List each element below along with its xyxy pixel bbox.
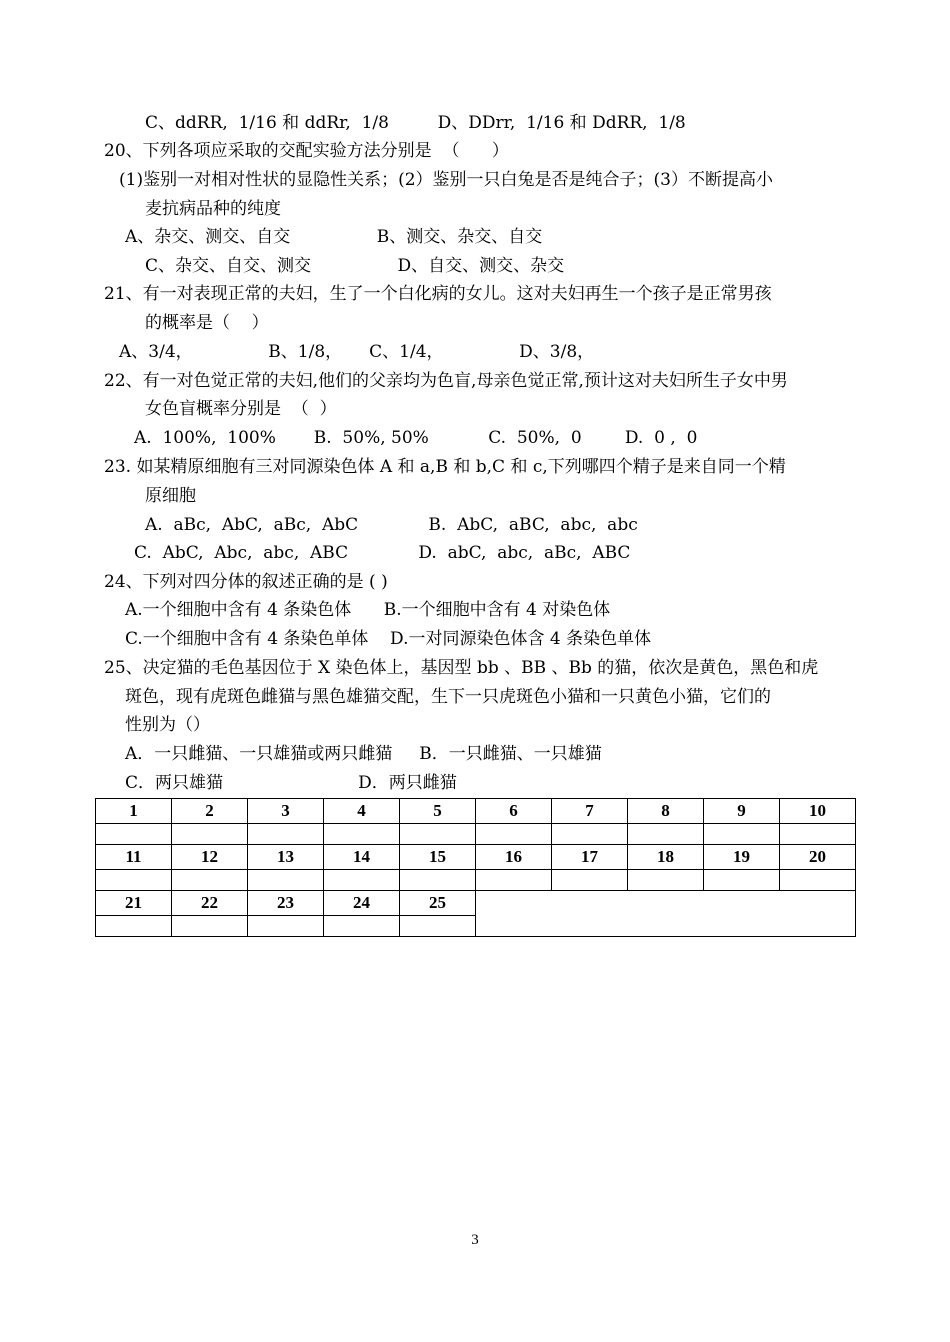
question-21-options: A、3/4， B、1/8， C、1/4， D、3/8， (119, 342, 595, 362)
page-number: 3 (471, 1232, 479, 1248)
line-q19-options-cd: C、ddRR, 1/16 和 ddRr, 1/8 D、DDrr, 1/16 和 DdRR, 1/8 (145, 113, 686, 133)
question-23: 23. 如某精原细胞有三对同源染色体 A 和 a,B 和 b,C 和 c,下列哪四个精子是来自同一个精 (104, 457, 786, 477)
answer-number: 19 (704, 845, 780, 870)
answer-cell[interactable] (628, 870, 704, 891)
answer-number: 14 (324, 845, 400, 870)
answer-cell[interactable] (96, 870, 172, 891)
answer-cell[interactable] (248, 870, 324, 891)
question-24-options-cd: C.一个细胞中含有 4 条染色单体 D.一对同源染色体含 4 条染色单体 (125, 629, 652, 649)
answer-number: 7 (552, 799, 628, 824)
answer-number: 17 (552, 845, 628, 870)
answer-cell[interactable] (96, 916, 172, 937)
answer-cell[interactable] (552, 870, 628, 891)
question-25-options-ab: A．一只雌猫、一只雄猫或两只雌猫 B．一只雌猫、一只雄猫 (125, 744, 602, 764)
answer-number: 13 (248, 845, 324, 870)
question-22-options: A. 100%, 100% B. 50%, 50% C. 50%, 0 D. 0 , 0 (134, 428, 698, 448)
answer-number: 15 (400, 845, 476, 870)
answer-number: 25 (400, 891, 476, 916)
question-23-options-cd: C. AbC, Abc, abc, ABC D. abC, abc, aBc, ABC (134, 543, 631, 563)
answer-cell[interactable] (704, 824, 780, 845)
answer-cell[interactable] (400, 916, 476, 937)
answer-number: 11 (96, 845, 172, 870)
question-20-options-cd: C、杂交、自交、测交 D、自交、测交、杂交 (145, 256, 565, 276)
answer-cell[interactable] (248, 916, 324, 937)
answer-cell[interactable] (172, 916, 248, 937)
answer-cell[interactable] (704, 870, 780, 891)
answer-cell[interactable] (476, 824, 552, 845)
answer-number: 5 (400, 799, 476, 824)
answer-cell[interactable] (324, 870, 400, 891)
question-23-cont: 原细胞 (145, 486, 196, 506)
question-23-options-ab: A. aBc, AbC, aBc, AbC B. AbC, aBC, abc, abc (145, 515, 638, 535)
answer-number: 9 (704, 799, 780, 824)
answer-cell[interactable] (96, 824, 172, 845)
answer-cell[interactable] (476, 870, 552, 891)
answer-number: 6 (476, 799, 552, 824)
question-24-options-ab: A.一个细胞中含有 4 条染色体 B.一个细胞中含有 4 对染色体 (125, 600, 611, 620)
answer-header-row (96, 845, 856, 870)
answer-number: 2 (172, 799, 248, 824)
question-25-cont-1: 斑色，现有虎斑色雌猫与黑色雄猫交配，生下一只虎斑色小猫和一只黄色小猫，它们的 (125, 687, 771, 707)
answer-number: 3 (248, 799, 324, 824)
answer-number: 8 (628, 799, 704, 824)
answer-cell[interactable] (400, 870, 476, 891)
question-20: 20、下列各项应采取的交配实验方法分别是 （ ） (104, 141, 509, 161)
answer-cell[interactable] (248, 824, 324, 845)
answer-number: 24 (324, 891, 400, 916)
answer-number: 21 (96, 891, 172, 916)
question-25-cont-2: 性别为（） (125, 715, 210, 735)
answer-number: 20 (780, 845, 856, 870)
answer-number: 23 (248, 891, 324, 916)
answer-empty-area (476, 891, 856, 937)
answer-number: 4 (324, 799, 400, 824)
answer-cell[interactable] (172, 870, 248, 891)
answer-table (95, 798, 856, 937)
answer-blank-row (96, 824, 856, 845)
answer-number: 1 (96, 799, 172, 824)
question-20-stem-2: 麦抗病品种的纯度 (145, 199, 281, 219)
answer-cell[interactable] (324, 824, 400, 845)
answer-cell[interactable] (780, 824, 856, 845)
question-24: 24、下列对四分体的叙述正确的是 ( ) (104, 572, 388, 592)
question-21-cont: 的概率是（ ） (145, 313, 269, 333)
answer-number: 12 (172, 845, 248, 870)
question-21: 21、有一对表现正常的夫妇，生了一个白化病的女儿。这对夫妇再生一个孩子是正常男孩 (104, 284, 772, 304)
answer-blank-row (96, 870, 856, 891)
answer-header-row (96, 891, 856, 916)
answer-cell[interactable] (628, 824, 704, 845)
answer-header-row (96, 799, 856, 824)
answer-cell[interactable] (780, 870, 856, 891)
answer-number: 16 (476, 845, 552, 870)
answer-cell[interactable] (324, 916, 400, 937)
answer-number: 18 (628, 845, 704, 870)
question-25-options-cd: C．两只雄猫 D．两只雌猫 (125, 773, 457, 793)
question-22: 22、有一对色觉正常的夫妇,他们的父亲均为色盲,母亲色觉正常,预计这对夫妇所生子女中男 (104, 371, 788, 391)
answer-cell[interactable] (552, 824, 628, 845)
question-25: 25、决定猫的毛色基因位于 X 染色体上，基因型 bb 、BB 、Bb 的猫，依次是黄色，黑色和虎 (104, 658, 819, 678)
answer-number: 10 (780, 799, 856, 824)
answer-number: 22 (172, 891, 248, 916)
answer-cell[interactable] (172, 824, 248, 845)
answer-cell[interactable] (400, 824, 476, 845)
question-20-stem-1: (1)鉴别一对相对性状的显隐性关系；(2）鉴别一只白兔是否是纯合子；(3）不断提高小 (119, 170, 773, 190)
question-20-options-ab: A、杂交、测交、自交 B、测交、杂交、自交 (125, 227, 543, 247)
question-22-cont: 女色盲概率分别是 （ ） (145, 399, 337, 419)
